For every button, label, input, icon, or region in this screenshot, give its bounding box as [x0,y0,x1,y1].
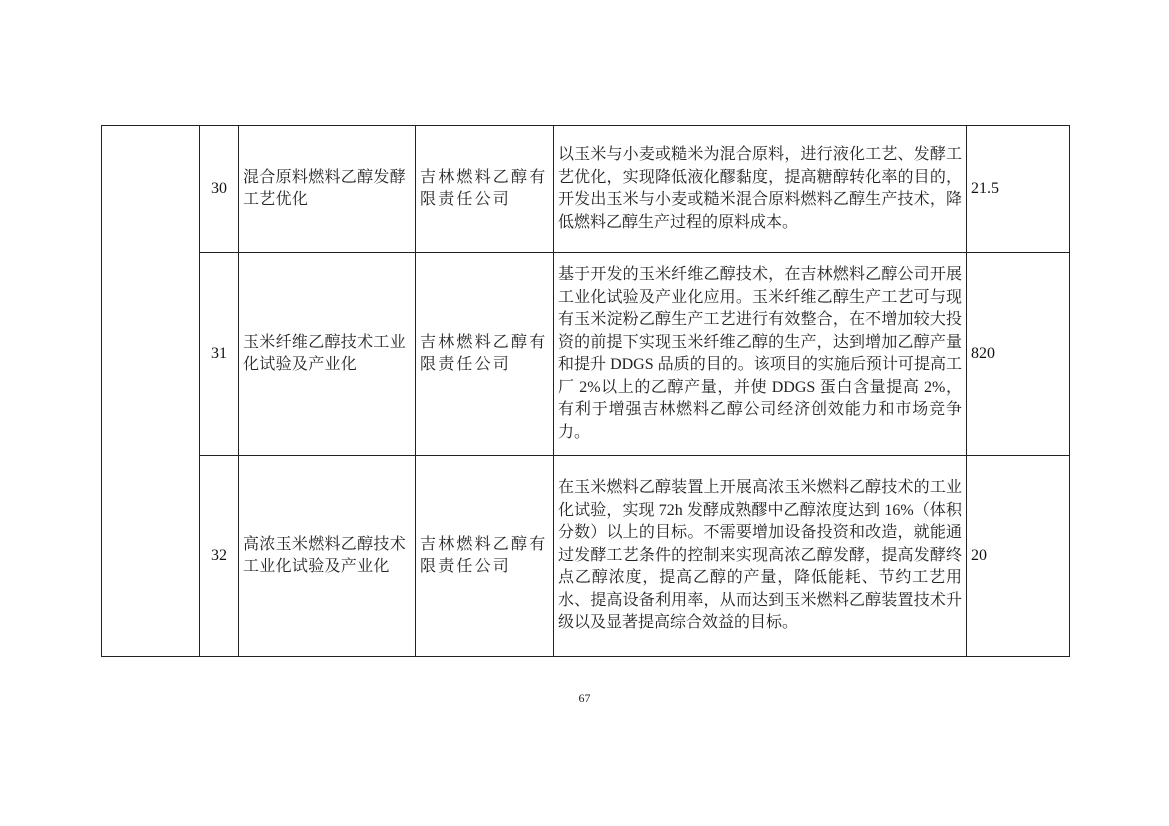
table-row [102,253,1070,456]
row-number: 30 [200,126,239,253]
organization: 吉林燃料乙醇有限责任公司 [416,456,554,657]
project-name: 高浓玉米燃料乙醇技术工业化试验及产业化 [239,456,416,657]
project-description: 在玉米燃料乙醇装置上开展高浓玉米燃料乙醇技术的工业化试验，实现 72h 发酵成熟醪中乙醇浓度达到 16%（体积分数）以上的目标。不需要增加设备投资和改造，就能通过发酵工艺条件的控制来实现高浓乙醇发酵，提高发酵终点乙醇浓度，提高乙醇的产量，降低能耗、节约工艺用水、提高设备利用率，从而达到玉米燃料乙醇装置技术升级以及显著提高综合效益的目标。 [554,456,967,657]
project-name: 混合原料燃料乙醇发酵工艺优化 [239,126,416,253]
table-row [102,126,1070,253]
organization: 吉林燃料乙醇有限责任公司 [416,253,554,456]
category-cell [102,126,200,657]
funding-amount: 20 [967,456,1070,657]
organization: 吉林燃料乙醇有限责任公司 [416,126,554,253]
project-description: 以玉米与小麦或糙米为混合原料，进行液化工艺、发酵工艺优化，实现降低液化醪黏度，提高糖醇转化率的目的，开发出玉米与小麦或糙米混合原料燃料乙醇生产技术，降低燃料乙醇生产过程的原料成本。 [554,126,967,253]
row-number: 31 [200,253,239,456]
project-description: 基于开发的玉米纤维乙醇技术，在吉林燃料乙醇公司开展工业化试验及产业化应用。玉米纤维乙醇生产工艺可与现有玉米淀粉乙醇生产工艺进行有效整合，在不增加较大投资的前提下实现玉米纤维乙醇的生产，达到增加乙醇产量和提升 DDGS 品质的目的。该项目的实施后预计可提高工厂 2%以上的乙醇产量，并使 DDGS 蛋白含量提高 2%，有利于增强吉林燃料乙醇公司经济创效能力和市场竞争力。 [554,253,967,456]
project-name: 玉米纤维乙醇技术工业化试验及产业化 [239,253,416,456]
project-table [101,125,1070,657]
funding-amount: 21.5 [967,126,1070,253]
funding-amount: 820 [967,253,1070,456]
table-row [102,456,1070,657]
page-number: 67 [578,691,591,705]
row-number: 32 [200,456,239,657]
